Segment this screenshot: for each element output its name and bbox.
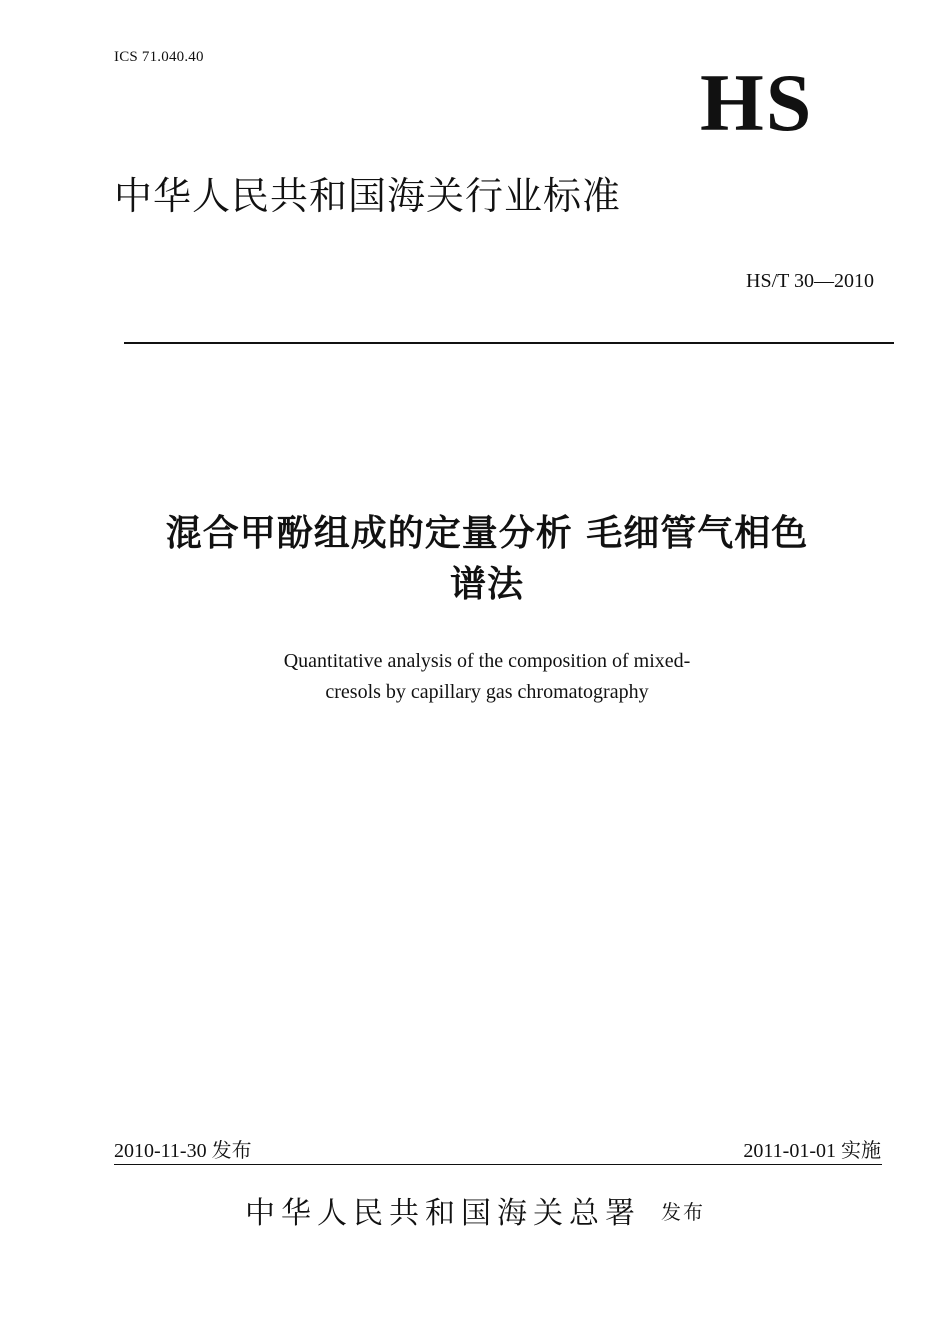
english-title bbox=[200, 646, 774, 708]
issuer-issue-word: 发布 bbox=[661, 1199, 705, 1224]
issue-date: 2010-11-30 发布 bbox=[114, 1140, 252, 1162]
hs-logo: HS bbox=[700, 57, 814, 148]
implementation-date: 2011-01-01 实施 bbox=[743, 1140, 881, 1162]
chinese-title bbox=[100, 508, 874, 610]
english-title-line-2: cresols by capillary gas chromatography bbox=[325, 681, 649, 703]
issuer-name: 中华人民共和国海关总署 bbox=[245, 1196, 641, 1231]
chinese-title-line-1: 混合甲酚组成的定量分析 毛细管气相色 bbox=[165, 513, 809, 554]
standard-category-title: 中华人民共和国海关行业标准 bbox=[114, 174, 622, 218]
footer-divider bbox=[114, 1164, 882, 1165]
issuer-row bbox=[245, 1188, 705, 1232]
ics-code: ICS 71.040.40 bbox=[114, 49, 204, 65]
standard-number: HS/T 30—2010 bbox=[746, 270, 874, 292]
chinese-title-line-2: 谱法 bbox=[449, 564, 524, 605]
header-divider bbox=[124, 342, 894, 344]
english-title-line-1: Quantitative analysis of the composition of mixed- bbox=[283, 650, 691, 672]
